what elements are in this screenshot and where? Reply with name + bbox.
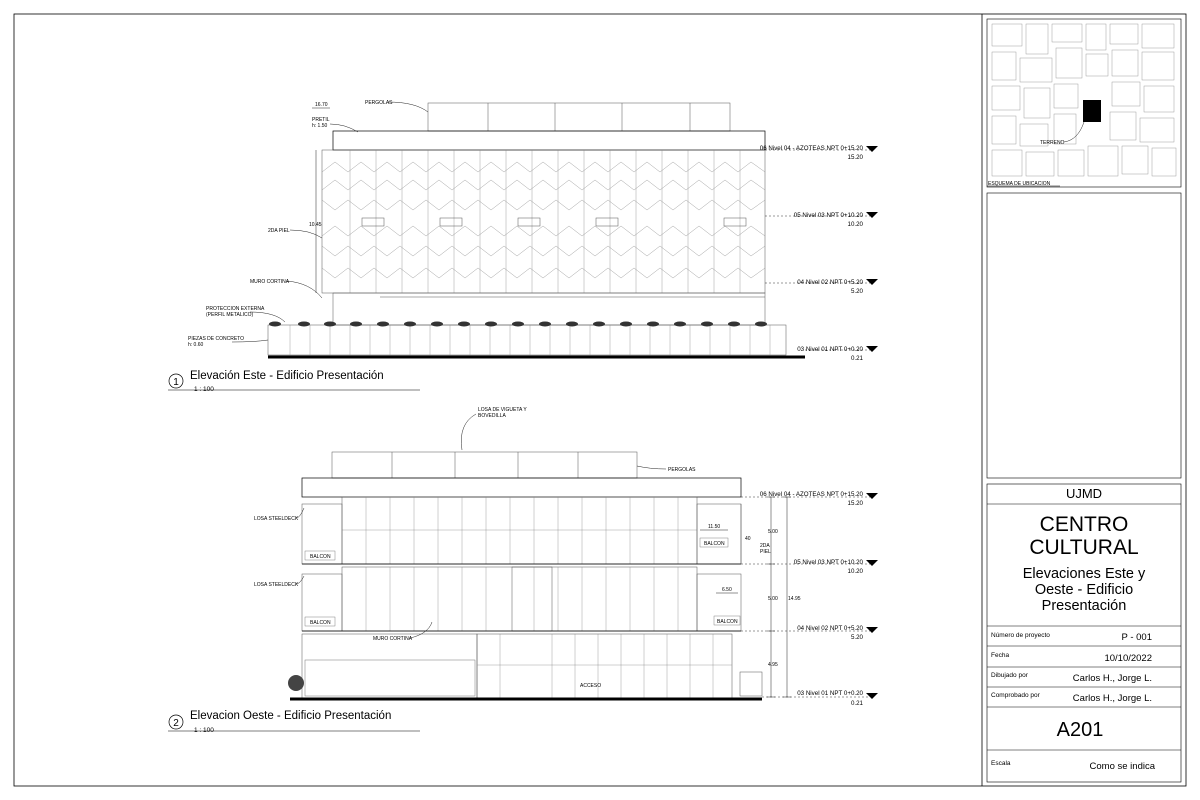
level-label: 04 Nivel 02 NPT 0+5.20 — [797, 625, 863, 632]
drawn-by-label: Dibujado por — [991, 672, 1028, 679]
leader — [410, 622, 432, 638]
view-number: 1 — [173, 377, 179, 388]
view-scale: 1 : 100 — [194, 727, 214, 734]
level-markers — [866, 493, 878, 699]
east-elevation — [168, 100, 878, 393]
drawn-by-value: Carlos H., Jorge L. — [1072, 673, 1152, 684]
window-group — [362, 218, 746, 226]
core-wall — [512, 567, 552, 631]
project-name: CULTURAL — [1029, 536, 1139, 559]
checked-by-value: Carlos H., Jorge L. — [1072, 693, 1152, 704]
level-label: 03 Nivel 01 NPT 0+0.20 — [797, 346, 863, 353]
annotation: 2DA — [760, 543, 770, 549]
annotation: (PERFIL METALICO) — [206, 312, 254, 318]
ground-floor-mullions — [477, 634, 732, 698]
notes-panel — [987, 193, 1181, 478]
level-elevation: 0.21 — [850, 700, 863, 707]
leader — [290, 230, 322, 238]
level-label: 05 Nivel 03 NPT 0+10.20 — [793, 559, 863, 566]
balcony-label: BALCON — [704, 541, 725, 547]
pergola-block — [428, 103, 730, 131]
dim-text: 5.00 — [768, 529, 778, 535]
level-label: 03 Nivel 01 NPT 0+0.20 — [797, 690, 863, 697]
sheet-title: Oeste - Edificio — [1034, 582, 1134, 598]
planters — [269, 322, 767, 327]
annotation: PERGOLAS — [365, 100, 393, 106]
dim-text: 6.50 — [722, 587, 732, 593]
project-number: P - 001 — [1121, 632, 1152, 643]
level-elevation: 10.20 — [847, 568, 863, 575]
leader — [388, 102, 428, 112]
annotation: ACCESO — [580, 683, 602, 689]
view-number: 2 — [173, 718, 179, 729]
concrete-base — [268, 325, 786, 355]
ground-floor — [333, 293, 765, 325]
title-block — [987, 19, 1181, 782]
level-lines — [741, 497, 870, 697]
balcony-label: BALCON — [310, 620, 331, 626]
parapet — [333, 131, 765, 150]
level-elevation: 10.20 — [847, 221, 863, 228]
annotation: PRETIL — [312, 117, 330, 123]
base-pattern — [290, 325, 770, 355]
view-scale: 1 : 100 — [194, 386, 214, 393]
balcony-label: BALCON — [717, 619, 738, 625]
sheet-number: A201 — [1056, 719, 1104, 741]
scale-label: Escala — [991, 760, 1011, 767]
hexagon-pattern — [322, 162, 765, 278]
ground-floor-void — [305, 660, 475, 696]
dim-text: 5.00 — [768, 596, 778, 602]
level-markers — [866, 146, 878, 352]
stair-rail — [740, 672, 762, 696]
level-lines — [765, 150, 870, 350]
level-label: 06 Nivel 04 - AZOTEAS NPT 0+15.20 — [759, 145, 863, 152]
level-label: 05 Nivel 03 NPT 0+10.20 — [793, 212, 863, 219]
checked-by-label: Comprobado por — [991, 692, 1040, 699]
level-elevation: 5.20 — [850, 288, 863, 295]
leader — [250, 312, 285, 322]
annotation: 2DA PIEL — [268, 228, 290, 234]
annotation: PIEZAS DE CONCRETO — [188, 336, 245, 342]
leader — [1064, 122, 1084, 142]
level-elevation: 15.20 — [847, 154, 863, 161]
project-name: CENTRO — [1039, 513, 1129, 536]
level-elevation: 5.20 — [850, 634, 863, 641]
curtain-wall-mullions — [366, 567, 678, 631]
view-title: Elevación Este - Edificio Presentación — [190, 370, 384, 382]
annotation: MURO CORTINA — [250, 279, 290, 285]
sheet-border — [14, 14, 1186, 786]
sheet-title: Presentación — [1041, 598, 1127, 614]
project-number-label: Número de proyecto — [991, 632, 1050, 639]
roof-slab — [302, 478, 741, 497]
dim-text: 16.70 — [315, 102, 328, 108]
leader — [637, 466, 666, 469]
view-title: Elevacion Oeste - Edificio Presentación — [190, 710, 392, 722]
curtain-wall-level3 — [342, 497, 697, 564]
annotation: PIEL — [760, 549, 771, 555]
annotation: LOSA DE VIGUETA Y — [478, 407, 527, 413]
level-label: 04 Nivel 02 NPT 0+5.20 — [797, 279, 863, 286]
scale-value: Como se indica — [1089, 761, 1155, 772]
curtain-wall-level2 — [342, 567, 697, 631]
leader — [461, 414, 476, 450]
annotation: PERGOLAS — [668, 467, 696, 473]
site-marker — [1083, 100, 1101, 122]
west-elevation — [168, 407, 878, 734]
annotation: LOSA STEELDECK — [254, 516, 299, 522]
second-skin-facade — [322, 150, 765, 293]
balcony-right — [697, 504, 741, 564]
date-label: Fecha — [991, 652, 1010, 659]
annotation: LOSA STEELDECK — [254, 582, 299, 588]
annotation: h: 1.50 — [312, 123, 328, 129]
sheet-title: Elevaciones Este y — [1022, 566, 1146, 582]
location-caption: ESQUEMA DE UBICACION — [988, 181, 1051, 187]
institution-name: UJMD — [1065, 486, 1103, 501]
annotation: PROTECCION EXTERNA — [206, 306, 265, 312]
dim-text: 40 — [745, 536, 751, 542]
annotation: h: 0.60 — [188, 342, 204, 348]
ground-floor-glass — [477, 634, 732, 698]
pergola-block — [332, 452, 637, 478]
level-label: 06 Nivel 04 - AZOTEAS NPT 0+15.20 — [759, 491, 863, 498]
leader — [287, 281, 322, 298]
annotation: MURO CORTINA — [373, 636, 413, 642]
dim-text: 10.45 — [309, 222, 322, 228]
dim-text: 11.50 — [708, 524, 721, 530]
tree — [288, 675, 304, 691]
level-elevation: 0.21 — [850, 355, 863, 362]
annotation: BOVEDILLA — [478, 413, 506, 419]
date-value: 10/10/2022 — [1104, 653, 1152, 664]
dim-text: 4.95 — [768, 662, 778, 668]
dim-text: 14.95 — [788, 596, 801, 602]
balcony-label: BALCON — [310, 554, 331, 560]
terreno-label: TERRENO — [1040, 140, 1065, 146]
level-elevation: 15.20 — [847, 500, 863, 507]
curtain-wall-mullions — [342, 497, 697, 564]
